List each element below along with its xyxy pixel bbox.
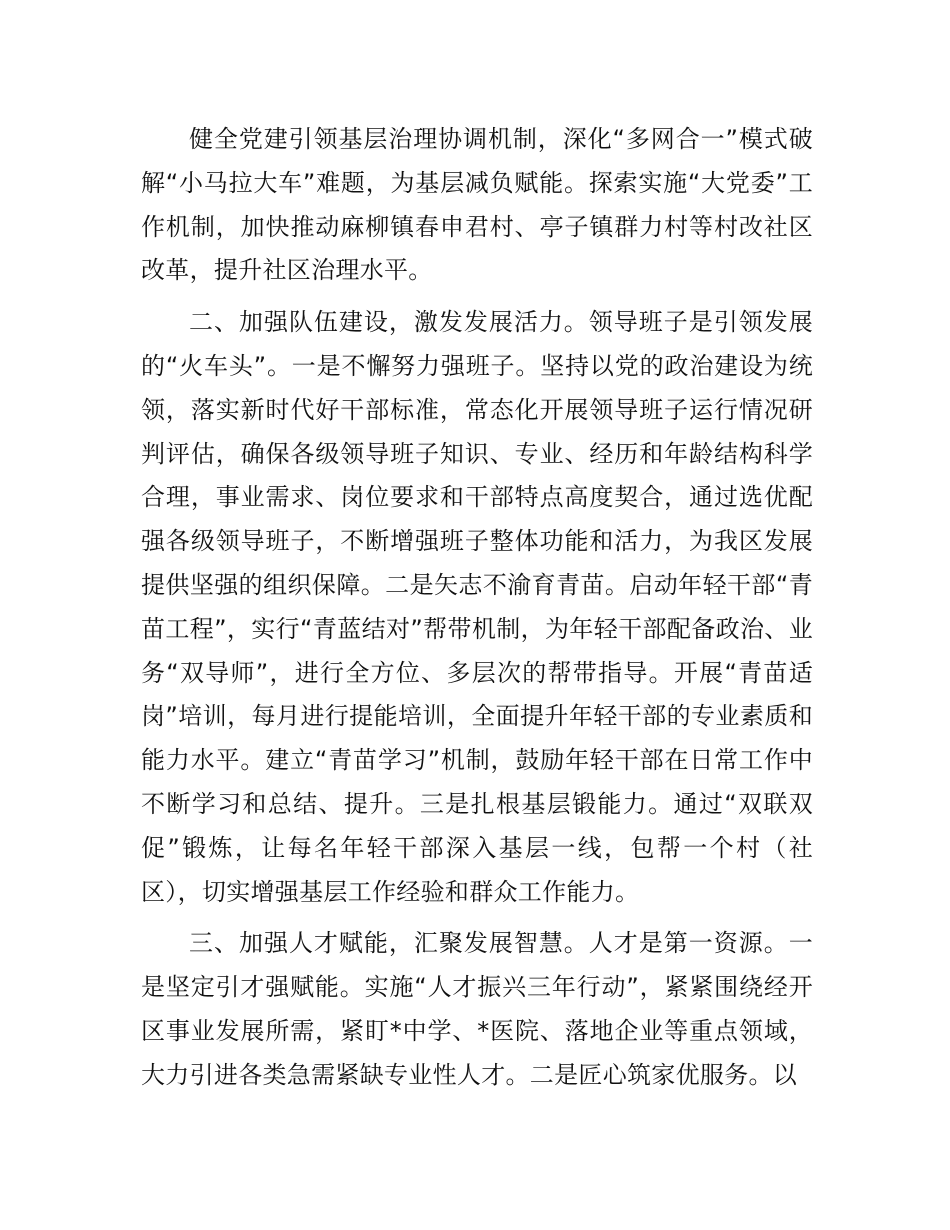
- paragraph-1: 健全党建引领基层治理协调机制，深化“多网合一”模式破解“小马拉大车”难题，为基层减负赋能。探索实施“大党委”工作机制，加快推动麻柳镇春申君村、亭子镇群力村等村改社区改革，提升社区治理水平。: [141, 125, 813, 285]
- paragraph-3: 三、加强人才赋能，汇聚发展智慧。人才是第一资源。一是坚定引才强赋能。实施“人才振兴三年行动”，紧紧围绕经开区事业发展所需，紧盯*中学、*医院、落地企业等重点领域，大力引进各类急需紧缺专业性人才。二是匠心筑家优服务。以: [141, 929, 813, 1089]
- paragraph-2: 二、加强队伍建设，激发发展活力。领导班子是引领发展的“火车头”。一是不懈努力强班子。坚持以党的政治建设为统领，落实新时代好干部标准，常态化开展领导班子运行情况研判评估，确保各级领导班子知识、专业、经历和年龄结构科学合理，事业需求、岗位要求和干部特点高度契合，通过选优配强各级领导班子，不断增强班子整体功能和活力，为我区发展提供坚强的组织保障。二是矢志不渝育青苗。启动年轻干部“青苗工程”，实行“青蓝结对”帮带机制，为年轻干部配备政治、业务“双导师”，进行全方位、多层次的帮带指导。开展“青苗适岗”培训，每月进行提能培训，全面提升年轻干部的专业素质和能力水平。建立“青苗学习”机制，鼓励年轻干部在日常工作中不断学习和总结、提升。三是扎根基层锻能力。通过“双联双促”锻炼，让每名年轻干部深入基层一线，包帮一个村（社区），切实增强基层工作经验和群众工作能力。: [141, 308, 814, 906]
- document-body: [141, 118, 813, 1098]
